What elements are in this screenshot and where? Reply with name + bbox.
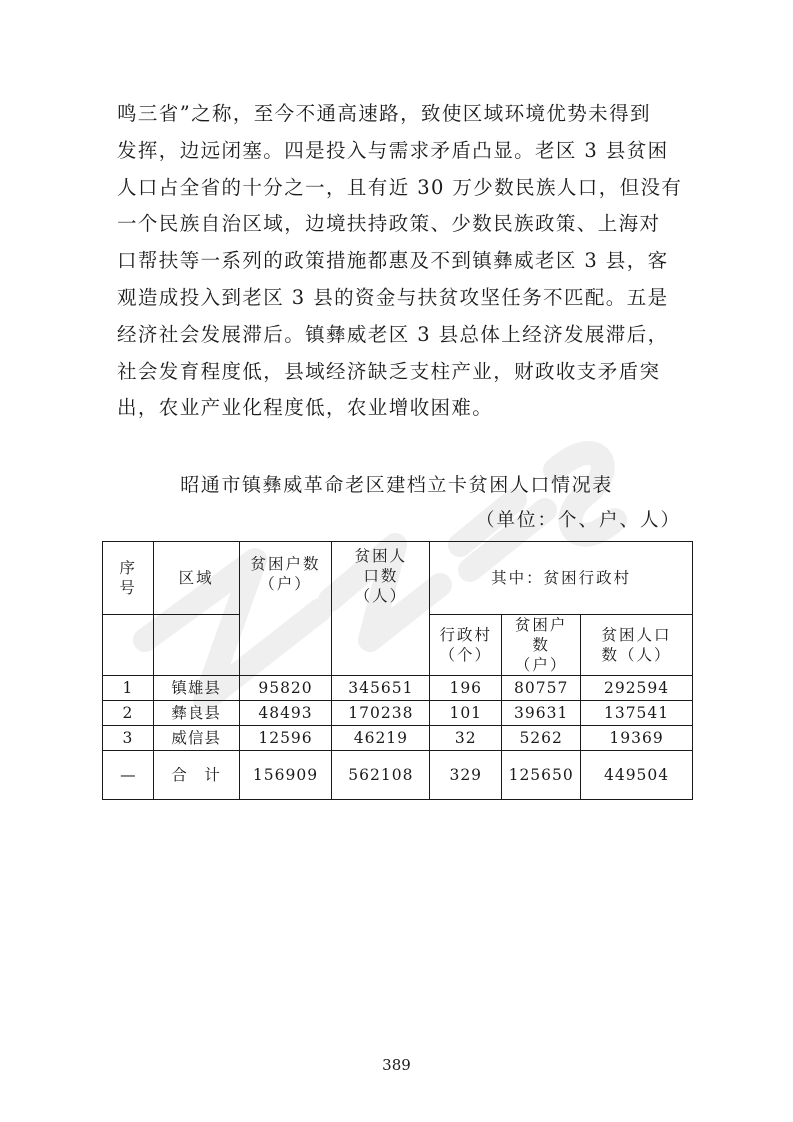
cell-village-households: 125650	[502, 751, 581, 800]
header-seq: 序号	[103, 542, 154, 615]
table-row	[103, 726, 693, 751]
cell-seq: 2	[103, 701, 154, 726]
cell-village-population: 19369	[581, 726, 693, 751]
cell-villages: 101	[430, 701, 502, 726]
cell-households: 95820	[239, 676, 332, 701]
cell-region: 镇雄县	[153, 676, 239, 701]
header-villages: 行政村（个）	[430, 615, 502, 676]
cell-region: 合 计	[153, 751, 239, 800]
cell-region: 威信县	[153, 726, 239, 751]
table-unit-note: （单位：个、户、人）	[475, 510, 681, 531]
body-line: 观造成投入到老区 3 县的资金与扶贫攻坚任务不匹配。五是	[117, 285, 669, 309]
cell-village-population: 292594	[581, 676, 693, 701]
cell-households: 12596	[239, 726, 332, 751]
cell-village-population: 449504	[581, 751, 693, 800]
body-line: 经济社会发展滞后。镇彝威老区 3 县总体上经济发展滞后，	[117, 322, 669, 346]
cell-villages: 196	[430, 676, 502, 701]
cell-population: 345651	[332, 676, 430, 701]
header-village-households: 贫困户数（户）	[502, 615, 581, 676]
cell-seq: 3	[103, 726, 154, 751]
header-village-population: 贫困人口数（人）	[581, 615, 693, 676]
cell-villages: 32	[430, 726, 502, 751]
cell-seq: —	[103, 751, 154, 800]
header-blank	[153, 615, 239, 676]
body-line: 社会发育程度低，县域经济缺乏支柱产业，财政收支矛盾突	[117, 359, 661, 383]
header-households: 贫困户数（户）	[239, 542, 332, 676]
cell-population: 170238	[332, 701, 430, 726]
cell-village-households: 5262	[502, 726, 581, 751]
body-line: 口帮扶等一系列的政策措施都惠及不到镇彝威老区 3 县，客	[117, 249, 669, 273]
cell-region: 彝良县	[153, 701, 239, 726]
cell-village-households: 80757	[502, 676, 581, 701]
cell-villages: 329	[430, 751, 502, 800]
body-line: 鸣三省”之称，至今不通高速路，致使区域环境优势未得到	[117, 102, 651, 125]
header-population: 贫困人口数（人）	[332, 542, 430, 676]
page-number: 389	[382, 1056, 411, 1074]
poverty-table	[102, 541, 693, 800]
table-row	[103, 701, 693, 726]
header-poor-villages: 其中：贫困行政村	[430, 542, 693, 615]
body-line: 人口占全省的十分之一，且有近 30 万少数民族人口，但没有	[117, 175, 683, 199]
table-title: 昭通市镇彝威革命老区建档立卡贫困人口情况表	[180, 474, 613, 496]
cell-village-population: 137541	[581, 701, 693, 726]
table-total-row	[103, 751, 693, 800]
cell-households: 156909	[239, 751, 332, 800]
header-blank	[103, 615, 154, 676]
body-line: 一个民族自治区域，边境扶持政策、少数民族政策、上海对	[117, 212, 661, 236]
cell-households: 48493	[239, 701, 332, 726]
cell-village-households: 39631	[502, 701, 581, 726]
header-region: 区域	[153, 542, 239, 615]
body-line: 出，农业产业化程度低，农业增收困难。	[117, 396, 494, 420]
cell-seq: 1	[103, 676, 154, 701]
body-paragraph	[117, 96, 683, 427]
cell-population: 46219	[332, 726, 430, 751]
table-row	[103, 676, 693, 701]
cell-population: 562108	[332, 751, 430, 800]
body-line: 发挥，边远闭塞。四是投入与需求矛盾凸显。老区 3 县贫困	[117, 138, 669, 162]
table-header-row	[103, 542, 693, 615]
